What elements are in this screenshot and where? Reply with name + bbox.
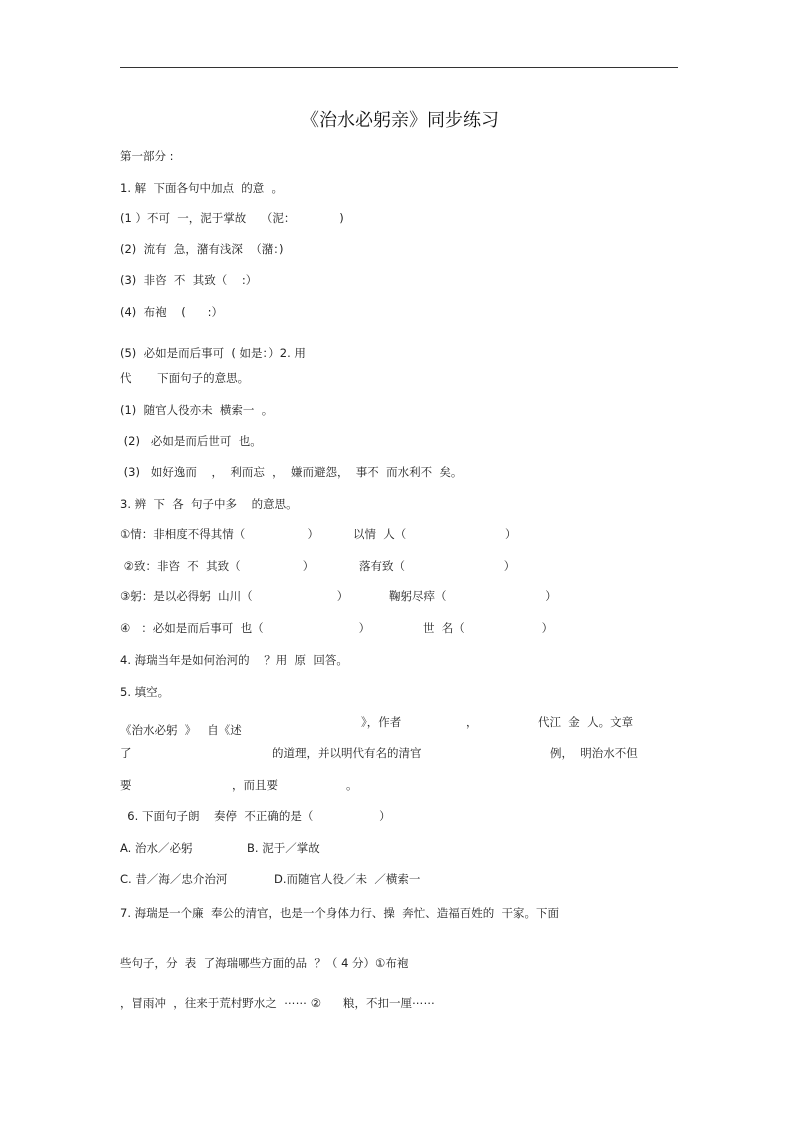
q7-line-1: 7. 海瑞是一个廉 奉公的清官，也是一个身体力行、操 奔忙、造福百姓的 干家。下面 [120, 906, 560, 920]
q1-item-3: (3) 非咨 不 其致（ :） [120, 273, 258, 287]
q3-row-3-left: ③躬：是以必得躬 山川（ ） [120, 589, 349, 603]
q1-item-2: (2) 流有 急，潴有浅深 （潴：) [120, 242, 284, 256]
q6-option-c: C. 昔／海／忠介治河 [120, 872, 228, 886]
q5-line3-a: 要 [120, 778, 132, 792]
q1-item-1: (1 ）不可 一，泥于掌故 （泥： ) [120, 211, 344, 225]
page-title: 《治水必躬亲》同步练习 [301, 110, 499, 131]
q3-row-1-right: 以情 人（ ） [353, 527, 517, 541]
q5-line3-b: ，而且要 [232, 778, 278, 792]
q2-item-2: (2) 必如是而后世可 也。 [120, 434, 262, 448]
q5-line2-c: 例， 明治水不但 [550, 746, 638, 760]
q6-option-b: B. 泥于／掌故 [247, 841, 320, 855]
q6-option-d: D.而随官人役／未 ／横索一 [274, 872, 421, 886]
q5-heading: 5. 填空。 [120, 685, 170, 699]
q3-row-2-right: 落有致（ ） [359, 559, 516, 573]
q5-line3-c: 。 [346, 778, 358, 792]
q3-row-3-right: 鞠躬尽瘁（ ） [389, 589, 557, 603]
q3-row-1-left: ①情：非相度不得其情（ ） [120, 527, 319, 541]
q1-heading: 1. 解 下面各句中加点 的意 。 [120, 181, 284, 195]
q6-option-a: A. 治水／必躬 [120, 841, 193, 855]
q7-line-2: 些句子，分 表 了海瑞哪些方面的品 ？（ 4 分）①布袍 [120, 956, 409, 970]
q5-line1-c: ， [466, 715, 478, 729]
part-heading: 第一部分 : [120, 149, 174, 163]
q5-line2-b: 的道理，并以明代有名的清官 [272, 746, 422, 760]
q4-text: 4. 海瑞当年是如何治河的 ？用 原 回答。 [120, 653, 348, 667]
q3-row-4-right: 世 名（ ） [423, 621, 554, 635]
q6-heading: 6. 下面句子朗 奏停 不正确的是（ ） [120, 809, 391, 823]
q3-heading: 3. 辨 下 各 句子中多 的意思。 [120, 497, 298, 511]
q2-item-1: (1) 随官人役亦未 横索一 。 [120, 403, 274, 417]
q5-line2-a: 了 [120, 746, 132, 760]
q2-heading: 代 下面句子的意思。 [120, 371, 250, 385]
q3-row-2-left: ②致：非咨 不 其致（ ） [120, 559, 315, 573]
q5-line1-b: 》，作者 [361, 715, 402, 729]
q1-item-4: (4) 布袍 ( :） [120, 305, 224, 319]
q5-line1-d: 代江 金 人。文章 [538, 715, 634, 729]
q2-item-3: (3) 如好逸而 ， 利而忘 ， 嫌而避怨， 事不 而水利不 矣。 [120, 465, 463, 479]
q1-item-5: (5) 必如是而后事可 ( 如是：）2. 用 [120, 346, 306, 360]
q5-line1-a: 《治水必躬 》 自《述 [120, 723, 242, 737]
q3-row-4-left: ④ ：必如是而后事可 也（ ） [120, 621, 371, 635]
q7-line-3: ，冒雨冲 ，往来于荒村野水之 ⋯⋯ ② 粮，不扣一厘⋯⋯ [120, 996, 436, 1010]
header-rule [120, 67, 678, 68]
